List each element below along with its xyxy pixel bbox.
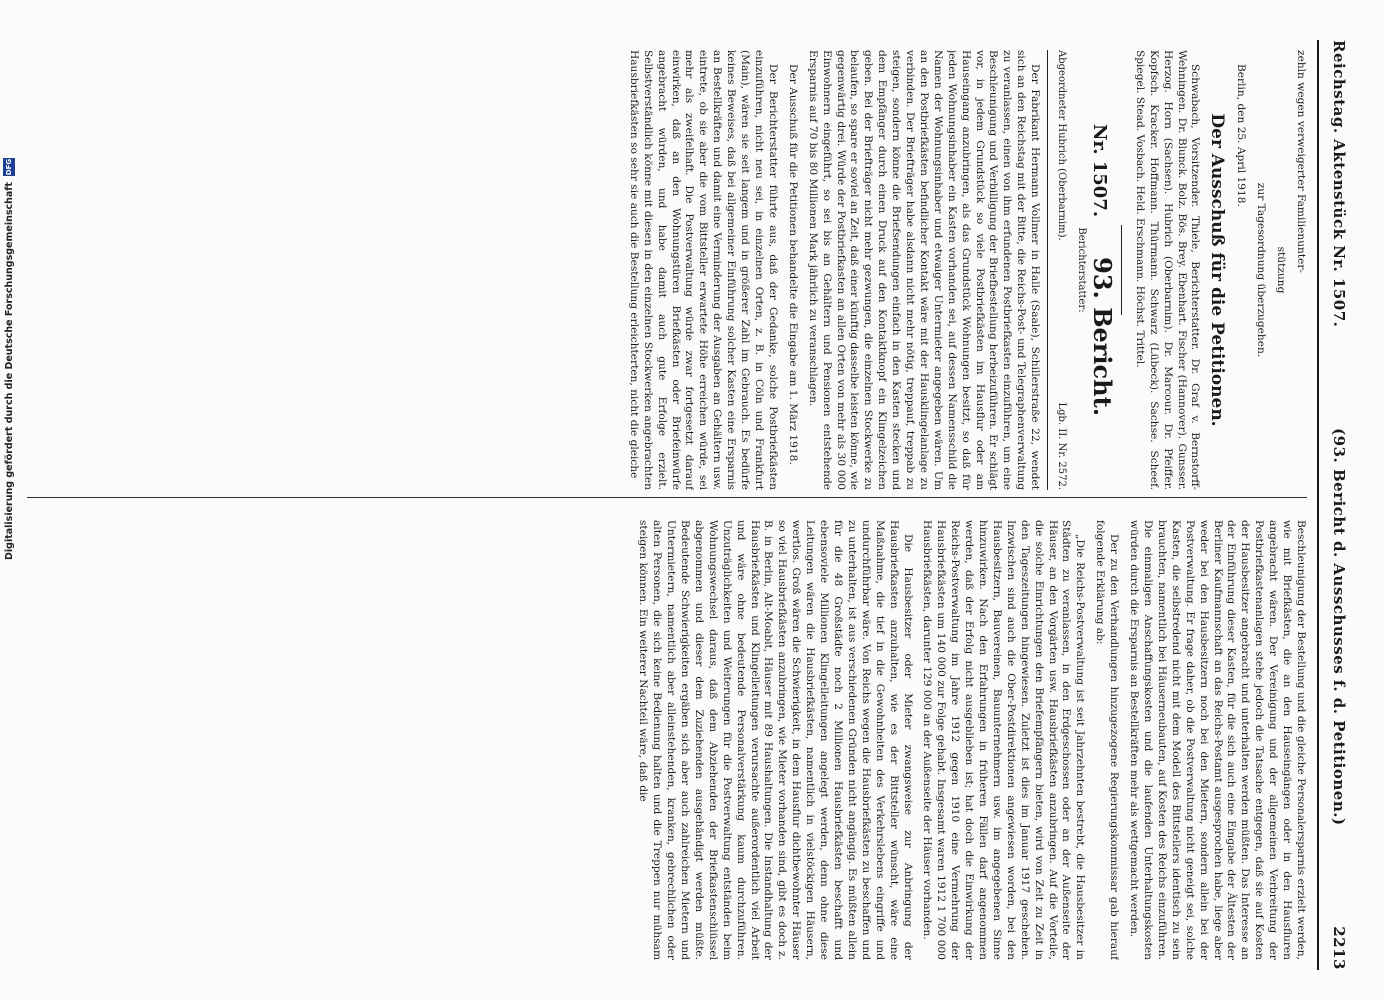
berichterstatter-name: Abgeordneter Hubrich (Oberbarnim). [1056, 50, 1068, 241]
paragraph: Beschleunigung der Bestellung und die gleiche Personalersparnis erzielt werden, wie mit Briefkästen, die an den Hauseingängen oder in den Hausfluren angebracht wären. Der Vereinigung und der allgemeinen Verbreitung der Postbriefkastenanlagen stehe jedoch die Tatsache entgegen, daß sie auf Kosten der Hausbesitzer angebracht und unterhalten werden müßten. Das Interesse an der Einführung dieser Kasten, für die sich auch eine Eingabe der Ältesten der Berliner Kaufmannschaft an das Reichs-Postamt ausgesprochen habe, liege aber weder bei den Hausbesitzern noch bei den Mietern, sondern allein bei der Postverwaltung. Er frage daher, ob die Postverwaltung nicht geneigt sei, solche Kasten, die selbstredend nicht mit dem Modell des Bittstellers identisch zu sein brauchten, namentlich bei Häuserneubauten, auf Kosten des Reichs einzuführen. Die einmaligen Anschaffungskosten und die laufenden Unterhaltungskosten würden durch die Ersparnis an Bestellkräften mehr als wettgemacht werden. [1128, 520, 1307, 960]
report-title: 93. Bericht. [1087, 257, 1117, 417]
quoted-paragraph: „Die Reichs-Postverwaltung ist seit Jahrzehnten bestrebt, die Hausbesitzer in Städten zu veranlassen, in den Erdgeschossen oder an der Außenseite der Häuser, an den Vorgärten usw. Hausbriefkästen anzubringen. Auf die Vorteile, die solche Einrichtungen den Briefempfängern bieten, wird von Zeit zu Zeit in den Tageszeitungen hingewiesen. Zuletzt ist dies im Januar 1917 geschehen. Inzwischen sind auch die Ober-Postdirektionen angewiesen worden, bei den Hausbesitzern, Bauvereinen, Bauunternehmern usw. im angegebenen Sinne hinzuwirken. Nach den Erfahrungen in früheren Fällen darf angenommen werden, daß der Erfolg nicht ausgeblieben ist; hat doch die Einwirkung der Reichs-Postverwaltung im Jahre 1912 gegen 1910 eine Vermehrung der Hausbriefkästen um 140 000 zur Folge gehabt. Insgesamt waren 1912 1 700 000 Hausbriefkästen, darunter 129 000 an der Außenseite der Häuser vorhanden. [921, 520, 1087, 960]
committee-members: Schwabach, Vorsitzender. Thiele, Berichterstatter. Dr. Graf v. Bernstorff-Wehningen. Dr. Blunck. Bolz. Bös. Brey. Ebenhart. Fischer (Hannover). Gunsser. Herzog. Horn (Sachsen). Hubrich (Oberbarnim). Dr. Marcour. Dr. Pfeiffer. Kopfsch. Kracker. Hoffmann. Thürmann. Schwarz (Lübeck). Sachse. Scheef. Spiegel. Stead. Vosbach. Held. Erschmann. Höchst. Trittel. [1133, 50, 1202, 490]
paragraph: Der Ausschuß für die Petitionen behandelte die Eingabe am 1. März 1918. [786, 64, 799, 465]
paragraph: Der zu den Verhandlungen hinzugezogene Regierungskommissar gab hierauf folgende Erklärung ab: [1094, 520, 1121, 960]
left-column [37, 50, 1307, 490]
journal-number: Lgb. II. Nr. 2572. [1056, 402, 1068, 490]
report-heading [1087, 50, 1117, 490]
digitization-text: Digitalisierung gefördert durch die Deutsche Forschungsgemeinschaft [3, 182, 15, 560]
header-left: Reichstag. Aktenstück Nr. 1507. [1330, 40, 1348, 328]
divider-rule [1121, 225, 1122, 315]
berichterstatter-label: Berichterstatter: [1076, 227, 1088, 313]
right-column [37, 520, 1307, 960]
intro-line-2: stützung [1275, 246, 1288, 294]
intro-line-1: zehln wegen verweigerter Familienunter- [1295, 50, 1307, 274]
committee-title: Der Ausschuß für die Petitionen. [1207, 113, 1228, 427]
berichterstatter-line [1054, 50, 1068, 490]
intro-line-3: zur Tagesordnung überzugehen. [1255, 182, 1268, 358]
quoted-paragraph: Die Hausbesitzer oder Mieter zwangsweise zur Anbringung der Hausbriefkasten anzuhalten, wie es der Bittsteller wünscht, wäre eine Maßnahme, die tief in die Gewohnheiten des Verkehrslebens eingriffe und undurchführbar wäre. Von Reichs wegen die Hausbriefkästen zu beschaffen und zu unterhalten, ist aus verschiedenen Gründen nicht angängig. Es müßten allein für die 48 Großstädte noch 2 Millionen Hausbriefkästen beschafft und ebensoviele Millionen Klingelleitungen angelegt werden, denn ohne diese Leitungen wären die Hausbriefkästen, namentlich in vielstöckigen Häusern, wertlos. Groß wären die Schwierigkeit, in dem Hausflur dichtbewohnter Häuser so viel Hausbriefkästen anzubringen, wie Mieter vorhanden sind, gibt es doch z. B. in Berlin, Alt-Moabit, Häuser mit 89 Haushaltungen. Die Instandhaltung der Hausbriefkästen und Klingelleitungen verursachte außerordentlich viel Arbeit und wäre ohne bedeutende Personalverstärkung kaum durchzuführen. Unzuträglichkeiten und Weiterungen für die Postverwaltung entständen beim Wohnungswechsel daraus, daß dem Abziehenden der Briefkastenschlüssel abgenommen und dieser dem Zuziehenden ausgehändigt werden müßte. Bedeutende Schwierigkeiten ergäben sich aber auch zahlreichen Mietern und Untermietern, namentlich aber alleinstehenden, kranken, gebrechlichen oder alten Personen, die sich keine Bedienung halten und die Treppen nur mühsam steigen können. Ein weiterer Nachteil wäre, daß die [637, 520, 914, 960]
paragraph: Der Fabrikant Hermann Vollmer in Halle (Saale), Schillerstraße 22, wendet sich an den Reichstag mit der Bitte, die Reichs-Post- und Telegraphenverwaltung zu veranlassen, einen von ihm erfundenen Postbriefkasten einzuführen, um eine Beschleunigung und Verbilligung der Briefbestellung herbeizuführen. Er schlägt vor, in jedem Grundstück so viele Postbriefkästen im Hausflur oder am Hauseingang anzubringen, als das Grundstück Wohnungen besitzt, so daß für jeden Wohnungsinhaber ein Kasten vorhanden sei, auf dessen Namensschild die Namen der Wohnungsinhaber und etwaiger Untermieter angegeben wären. Um an den Postbriefkästen befindlicher Kontakt wäre mit der Hausklingelanlage zu verbinden. Der Briefträger habe alsdann nicht mehr nötig, treppauf, treppab zu steigen, sondern könne die Briefsendungen einfach in den Kasten stecken und dem Empfänger durch einen Druck auf den Kontaktknopf ein Klingelzeichen geben. Bei der Briefträger nicht mehr gezwungen, die einzelnen Stockwerke zu belaufen, so spare er soviel an Zeit, daß einer künftig dasselbe leisten könne, wie gegenwärtig drei. Würde der Postbriefkasten an allen Orten von mehr als 30 000 Einwohnern eingeführt, so sei bis an Gehältern und Pensionen entstehende Ersparnis auf 70 bis 80 Millionen Mark jährlich zu veranschlagen. [806, 50, 1042, 490]
date-line: Berlin, den 25. April 1918. [1235, 64, 1248, 207]
column-divider [27, 497, 1307, 498]
dfg-logo: DFG [5, 158, 13, 176]
section-rule [1047, 50, 1048, 490]
header-center: (93. Bericht d. Ausschusses f. d. Petitionen.) [1330, 428, 1348, 826]
page-number: 2213 [1330, 926, 1348, 970]
document-number: Nr. 1507. [1088, 123, 1110, 218]
page-header [1317, 40, 1359, 970]
paragraph: Der Berichterstatter führte aus, daß der Gedanke, solche Postbriefkästen einzuführen, nicht neu sei, in einzelnen Orten, z. B. in Cöln und Frankfurt (Main), wären sie seit langem und in größerer Zahl im Gebrauch. Es bedürfe keines Beweises, daß bei allgemeiner Einführung solcher Kasten eine Ersparnis an Bestellkräften und damit eine Verminderung der Ausgaben an Gehältern usw. eintrete, ob sie aber die vom Bittsteller erwartete Höhe erreichen würde, sei mehr als zweifelhaft. Die Postverwaltung würde zwar fortgesetzt darauf einwirken, daß an den Wohnungstüren Briefkästen oder Briefeinwürfe angebracht würden, und habe damit auch gute Erfolge erzielt. Selbstverständlich könne mit diesen in den einzelnen Stockwerken angebrachten Hausbriefkästen so sehr sie auch die Bestellung erleichterten, nicht die gleiche [627, 50, 779, 490]
digitization-note [2, 120, 16, 560]
